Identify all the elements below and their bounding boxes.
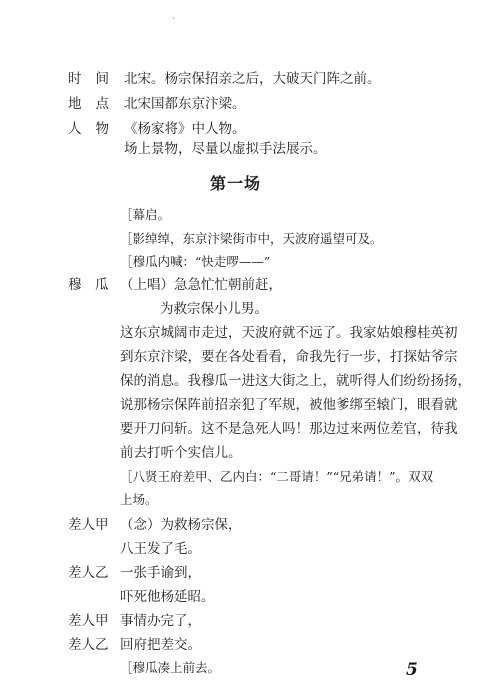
mugua-speech-line: 说那杨宗保阵前招亲犯了军规，被他爹绑至辕门，眼看就	[120, 397, 458, 413]
intro-label-time: 时 间	[68, 71, 109, 87]
scan-speck: ·	[172, 14, 175, 23]
intro-text-place: 北宋国都东京汴梁。	[124, 96, 246, 112]
stage-direction-view: ［影绰绰，东京汴梁街市中，天波府遥望可及。	[120, 231, 383, 246]
intro-text-characters: 《杨家将》中人物。	[124, 121, 246, 137]
intro-label-place: 地 点	[68, 96, 109, 112]
page-number: 5	[406, 660, 418, 680]
dialogue-line: 吓死他杨延昭。	[120, 589, 215, 605]
speaker-chairen-jia: 差人甲	[68, 517, 109, 533]
dialogue-line: 一张手谕到，	[120, 565, 201, 581]
intro-label-characters: 人 物	[68, 121, 109, 137]
dialogue-line: 事情办完了，	[120, 613, 201, 629]
intro-text-time: 北宋。杨宗保招亲之后，大破天门阵之前。	[124, 71, 381, 87]
mugua-speech-line: 保的消息。我穆瓜一进这大街之上，就听得人们纷纷扬扬，	[120, 373, 471, 389]
mugua-speech-line: 这东京城阔市走过，天波府就不远了。我家姑娘穆桂英初	[120, 325, 458, 341]
speaker-mugua: 穆 瓜	[68, 277, 109, 293]
stage-direction-enter-cont: 上场。	[120, 492, 158, 507]
mugua-speech-line: 前去打听个实信儿。	[120, 445, 242, 461]
speaker-chairen-yi: 差人乙	[68, 565, 109, 581]
mugua-sung-line-1: （上唱）急急忙忙朝前赶，	[120, 277, 282, 293]
dialogue-line: 回府把差交。	[120, 637, 201, 653]
dialogue-line: （念）为救杨宗保，	[120, 517, 242, 533]
stage-direction-final: ［穆瓜凑上前去。	[120, 660, 221, 675]
speaker-chairen-jia: 差人甲	[68, 613, 109, 629]
stage-direction-enter: ［八贤王府差甲、乙内白：“二哥请！”“兄弟请！”。双双	[120, 469, 434, 484]
stage-direction-curtain: ［幕启。	[120, 207, 171, 222]
scene-title: 第一场	[210, 174, 262, 193]
mugua-speech-line: 到东京汴梁，要在各处看看，命我先行一步，打探姑爷宗	[120, 349, 458, 365]
dialogue-line: 八王发了毛。	[120, 541, 201, 557]
speaker-chairen-yi: 差人乙	[68, 637, 109, 653]
stage-direction-offstage: ［穆瓜内喊：“快走啰——”	[120, 254, 271, 269]
intro-note: 场上景物，尽量以虚拟手法展示。	[124, 141, 327, 157]
mugua-speech-line: 要开刀问斩。这不是急死人吗！那边过来两位差官，待我	[120, 421, 458, 437]
mugua-sung-line-2: 为救宗保小儿男。	[160, 301, 268, 317]
